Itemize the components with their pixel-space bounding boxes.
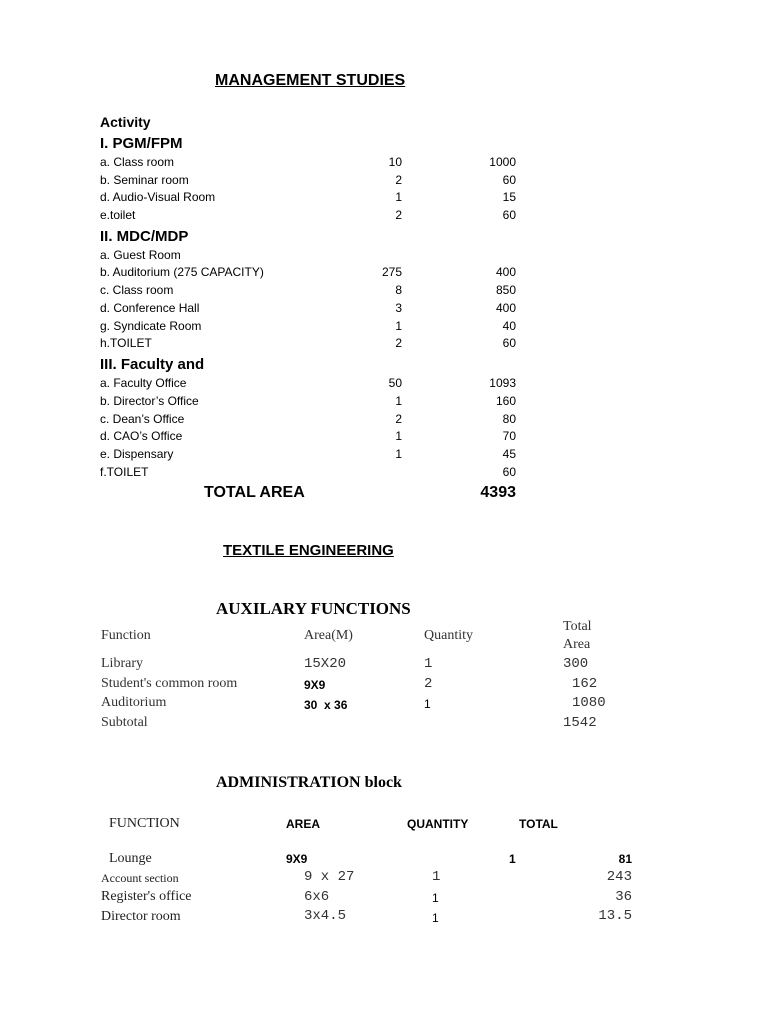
row-label: h.TOILET [100, 336, 152, 350]
aux-header-total-line2: Area [563, 637, 591, 652]
aux-row-area: 30 x 36 [304, 698, 348, 712]
row-label: d. CAO’s Office [100, 429, 183, 443]
aux-row-quantity: 1 [424, 656, 433, 672]
row-label: a. Class room [100, 155, 175, 169]
row-label: c. Dean’s Office [100, 412, 185, 426]
row-area: 60 [502, 336, 516, 350]
total-area-label: TOTAL AREA [204, 484, 305, 501]
section-heading-mdc-mdp: II. MDC/MDP [100, 228, 189, 245]
admin-row-function: Lounge [109, 851, 152, 866]
aux-row-area: 15X20 [304, 656, 347, 672]
aux-row-function: Auditorium [101, 695, 167, 710]
row-qty: 1 [395, 319, 402, 333]
row-area: 45 [502, 447, 516, 461]
management-title: MANAGEMENT STUDIES [215, 72, 406, 89]
aux-row-total: 162 [572, 676, 598, 692]
aux-subtotal-label: Subtotal [101, 715, 148, 730]
aux-row-function: Library [101, 656, 143, 671]
admin-header-area: AREA [286, 817, 321, 831]
admin-row-area: 6x6 [304, 889, 330, 905]
row-qty: 1 [395, 394, 402, 408]
admin-row-quantity: 1 [432, 869, 441, 885]
admin-row-function: Director room [101, 909, 181, 924]
row-qty: 2 [395, 336, 402, 350]
row-label: g. Syndicate Room [100, 319, 202, 333]
row-label: e.toilet [100, 208, 136, 222]
admin-row-area: 3x4.5 [304, 908, 347, 924]
admin-header-total: TOTAL [519, 817, 558, 831]
admin-row-function: Account section [101, 871, 179, 885]
row-label: f.TOILET [100, 465, 149, 479]
admin-row-total: 36 [615, 889, 632, 905]
activity-label: Activity [100, 114, 151, 130]
aux-header-area: Area(M) [304, 628, 353, 643]
row-qty: 1 [395, 429, 402, 443]
admin-row-area: 9X9 [286, 852, 308, 866]
row-label: b. Auditorium (275 CAPACITY) [100, 265, 264, 279]
aux-row-total: 1080 [572, 695, 606, 711]
row-label: a. Faculty Office [100, 376, 187, 390]
row-qty: 8 [395, 283, 402, 297]
row-area: 60 [502, 465, 516, 479]
row-qty: 2 [395, 208, 402, 222]
section-heading-pgm-fpm: I. PGM/FPM [100, 135, 183, 152]
row-qty: 50 [388, 376, 402, 390]
row-label: a. Guest Room [100, 248, 181, 262]
aux-row-area: 9X9 [304, 678, 326, 692]
admin-row-total: 13.5 [598, 908, 632, 924]
aux-header-function: Function [101, 628, 151, 643]
row-area: 15 [502, 190, 516, 204]
row-label: e. Dispensary [100, 447, 174, 461]
aux-row-total: 300 [563, 656, 589, 672]
row-qty: 2 [395, 412, 402, 426]
row-area: 70 [502, 429, 516, 443]
row-label: b. Seminar room [100, 173, 189, 187]
textile-title: TEXTILE ENGINEERING [223, 542, 394, 559]
row-qty: 1 [395, 447, 402, 461]
row-area: 160 [495, 394, 516, 408]
aux-row-quantity: 2 [424, 676, 433, 692]
row-label: d. Conference Hall [100, 301, 200, 315]
row-area: 1093 [489, 376, 516, 390]
row-area: 40 [502, 319, 516, 333]
auxiliary-title: AUXILARY FUNCTIONS [216, 599, 411, 618]
admin-row-quantity: 1 [509, 852, 516, 866]
section-heading-faculty: III. Faculty and [100, 356, 205, 373]
row-area: 60 [502, 173, 516, 187]
admin-header-quantity: QUANTITY [407, 817, 469, 831]
aux-header-quantity: Quantity [424, 628, 473, 643]
row-area: 1000 [489, 155, 516, 169]
row-area: 400 [495, 265, 516, 279]
total-area-value: 4393 [480, 484, 516, 501]
row-qty: 10 [388, 155, 402, 169]
row-area: 80 [502, 412, 516, 426]
row-qty: 2 [395, 173, 402, 187]
aux-header-total-line1: Total [563, 619, 592, 634]
admin-row-total: 243 [606, 869, 632, 885]
aux-row-function: Student's common room [101, 676, 238, 691]
row-qty: 3 [395, 301, 402, 315]
row-area: 60 [502, 208, 516, 222]
row-label: c. Class room [100, 283, 174, 297]
admin-row-quantity: 1 [432, 891, 439, 905]
aux-subtotal-value: 1542 [563, 715, 597, 731]
admin-row-quantity: 1 [432, 911, 439, 925]
row-qty: 275 [381, 265, 402, 279]
row-qty: 1 [395, 190, 402, 204]
administration-title: ADMINISTRATION block [216, 774, 402, 791]
row-label: b. Director’s Office [100, 394, 199, 408]
row-label: d. Audio-Visual Room [100, 190, 216, 204]
admin-row-function: Register's office [101, 889, 192, 904]
aux-row-quantity: 1 [424, 697, 431, 711]
admin-row-total: 81 [618, 852, 632, 866]
admin-header-function: FUNCTION [109, 816, 180, 831]
admin-row-area: 9 x 27 [304, 869, 355, 885]
row-area: 400 [495, 301, 516, 315]
row-area: 850 [495, 283, 516, 297]
